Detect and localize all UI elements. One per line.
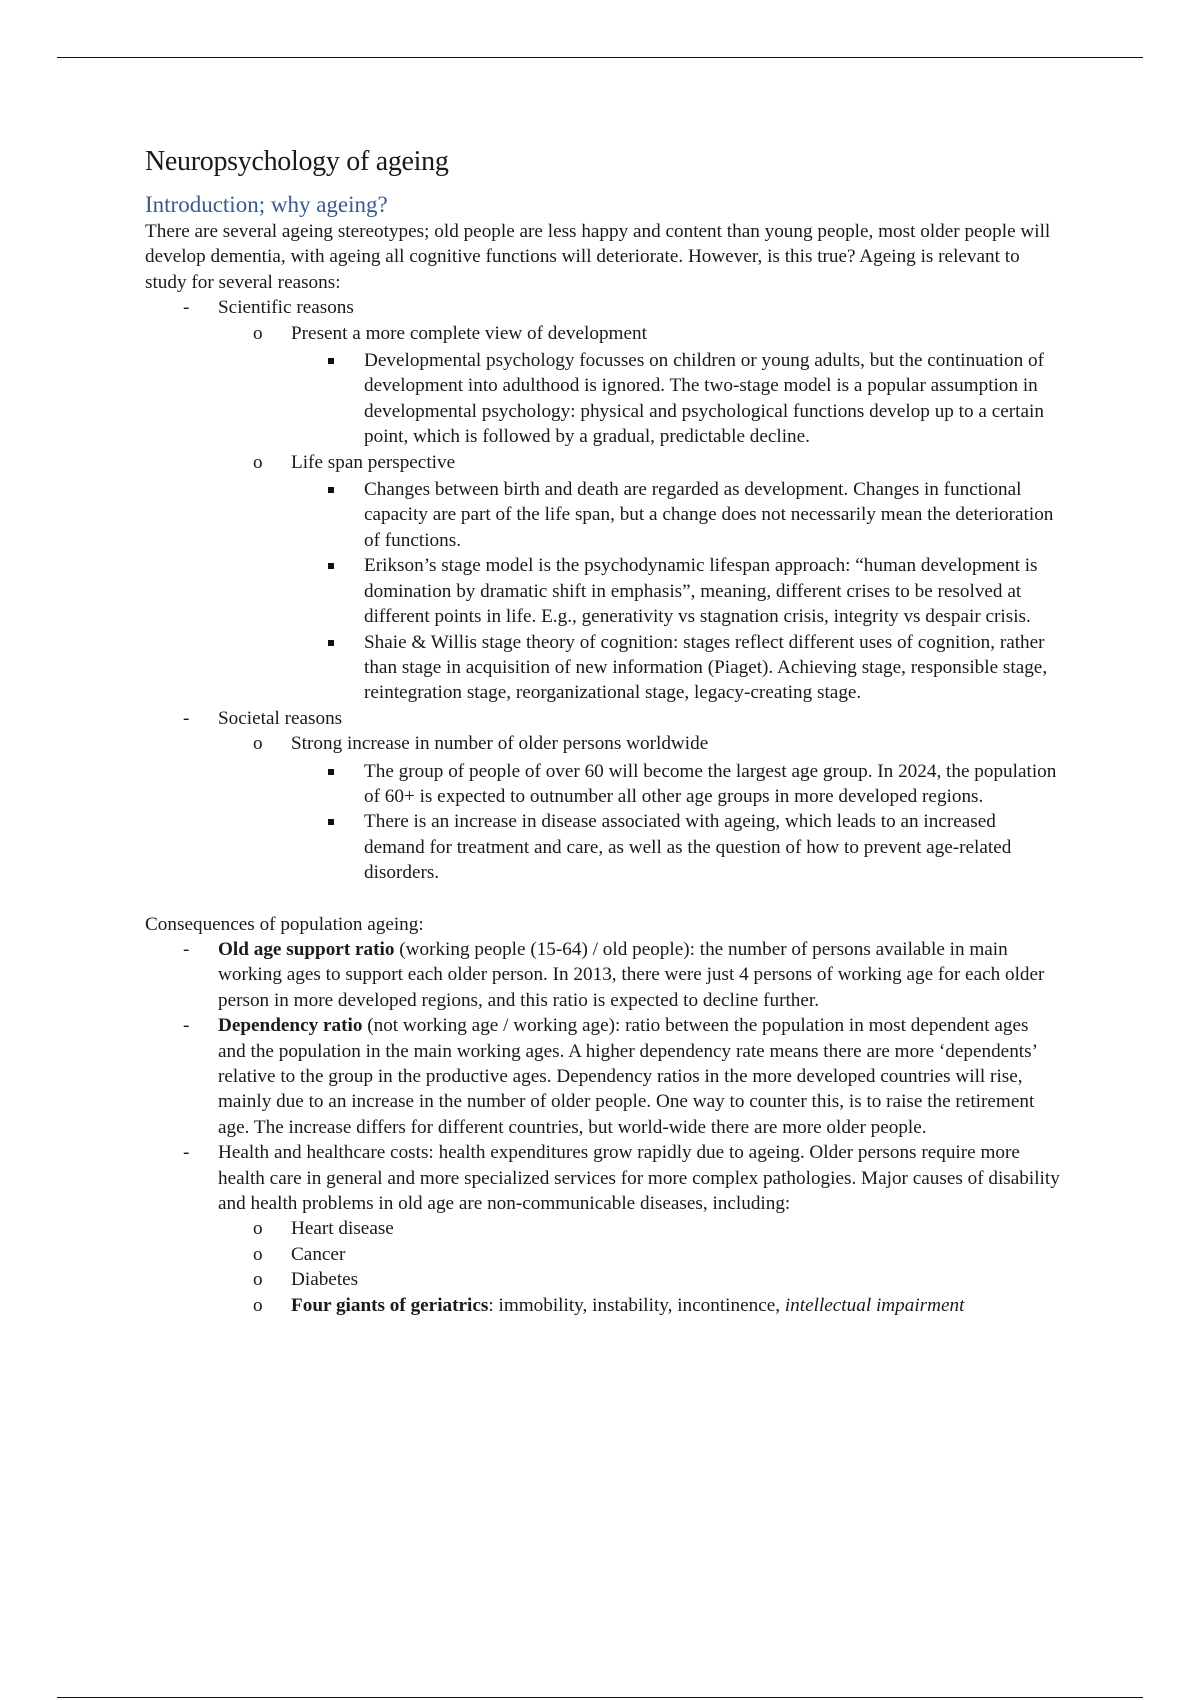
term-text: (working people (15-64) / old people): the number of persons available in main working ages to support each older person. In 2013, there were just 4 persons of working age for each older person in more developed regions, and this ratio is expected to decline further.: [218, 938, 1045, 1011]
dash-bullet: -: [183, 938, 190, 960]
footer-rule: [57, 1697, 1143, 1698]
list-item: [145, 1267, 1060, 1292]
list-item: [145, 937, 1060, 1013]
circle-bullet: o: [253, 1243, 263, 1265]
list-item: [145, 295, 1060, 320]
list-item: [145, 731, 1060, 756]
document-title: Neuropsychology of ageing: [145, 146, 449, 177]
dash-bullet: -: [183, 1015, 190, 1037]
disease-item: Heart disease: [291, 1218, 394, 1240]
consequences-heading: Consequences of population ageing:: [145, 913, 424, 935]
circle-bullet: o: [253, 733, 263, 755]
circle-bullet: o: [253, 451, 263, 473]
list-item: [145, 1293, 1060, 1318]
list-item: [145, 1242, 1060, 1267]
list-item: [145, 630, 1060, 706]
list-item: [145, 1013, 1060, 1140]
intro-paragraph: There are several ageing stereotypes; old people are less happy and content than young people, most older people will develop dementia, with ageing all cognitive functions will deteriorate. However, is this true? Ageing is relevant to study for several reasons:: [145, 221, 1051, 293]
term-bold: Old age support ratio: [218, 938, 395, 960]
point-text: There is an increase in disease associated with ageing, which leads to an increased demand for treatment and care, as well as the question of how to prevent age-related disorders.: [364, 811, 1012, 884]
circle-bullet: o: [253, 322, 263, 344]
reason-label: Scientific reasons: [218, 297, 354, 319]
square-bullet: [328, 563, 334, 569]
square-bullet: [328, 769, 334, 775]
consequences-list: [145, 937, 1060, 1318]
square-bullet: [328, 819, 334, 825]
circle-bullet: o: [253, 1218, 263, 1240]
term-text: (not working age / working age): ratio between the population in most dependent ages and the population in the main working ages. A higher dependency rate means there are more ‘dependents’ relative to the group in the productive ages. Dependency ratios in the more developed countries will rise, mainly due to an increase in the number of older people. One way to counter this, is to raise the retirement age. The increase differs for different countries, but world-wide there are more older people.: [218, 1015, 1037, 1138]
list-item: [145, 759, 1060, 810]
dash-bullet: -: [183, 297, 190, 319]
document-body: [145, 145, 1060, 1318]
sub-label: Life span perspective: [291, 451, 456, 473]
circle-bullet: o: [253, 1269, 263, 1291]
list-item: [145, 1216, 1060, 1241]
list-item: [145, 450, 1060, 475]
disease-item: Diabetes: [291, 1269, 359, 1291]
point-text: Developmental psychology focusses on children or young adults, but the continuation of development into adulthood is ignored. The two-stage model is a popular assumption in developmental psychology: physical and psychological functions develop up to a certain point, which is followed by a gradual, predictable decline.: [364, 350, 1044, 448]
list-item: [145, 706, 1060, 731]
point-text: Erikson’s stage model is the psychodynamic lifespan approach: “human development is domination by dramatic shift in emphasis”, meaning, different crises to be resolved at different points in life. E.g., generativity vs stagnation crisis, integrity vs despair crisis.: [364, 555, 1038, 628]
list-item: [145, 553, 1060, 629]
point-text: The group of people of over 60 will become the largest age group. In 2024, the population of 60+ is expected to outnumber all other age groups in more developed regions.: [364, 760, 1057, 807]
term-text: Health and healthcare costs: health expenditures grow rapidly due to ageing. Older persons require more health care in general and more specialized services for more complex pathologies. Major causes of disability and health problems in old age are non-communicable diseases, including:: [218, 1142, 1060, 1215]
list-item: [145, 348, 1060, 450]
header-rule: [57, 57, 1143, 58]
list-item: [145, 321, 1060, 346]
point-text: Changes between birth and death are regarded as development. Changes in functional capacity are part of the life span, but a change does not necessarily mean the deterioration of functions.: [364, 479, 1054, 551]
term-bold: Four giants of geriatrics: [291, 1294, 489, 1316]
square-bullet: [328, 487, 334, 493]
section-heading: Introduction; why ageing?: [145, 192, 388, 217]
list-item: [145, 809, 1060, 885]
list-item: [145, 477, 1060, 553]
square-bullet: [328, 640, 334, 646]
point-text: Shaie & Willis stage theory of cognition: stages reflect different uses of cognition, rather than stage in acquisition of new information (Piaget). Achieving stage, responsible stage, reintegration stage, reorganizational stage, legacy-creating stage.: [364, 631, 1048, 704]
reason-label: Societal reasons: [218, 707, 343, 729]
term-bold: Dependency ratio: [218, 1015, 363, 1037]
sub-label: Strong increase in number of older persons worldwide: [291, 733, 709, 755]
square-bullet: [328, 358, 334, 364]
disease-item: Cancer: [291, 1243, 346, 1265]
reasons-list: [145, 295, 1060, 885]
dash-bullet: -: [183, 707, 190, 729]
term-italic: intellectual impairment: [784, 1294, 965, 1316]
circle-bullet: o: [253, 1294, 263, 1316]
spacer: [145, 886, 1060, 912]
list-item: [145, 1140, 1060, 1216]
dash-bullet: -: [183, 1142, 190, 1164]
sub-label: Present a more complete view of development: [291, 322, 647, 344]
term-text: : immobility, instability, incontinence,: [488, 1294, 785, 1316]
